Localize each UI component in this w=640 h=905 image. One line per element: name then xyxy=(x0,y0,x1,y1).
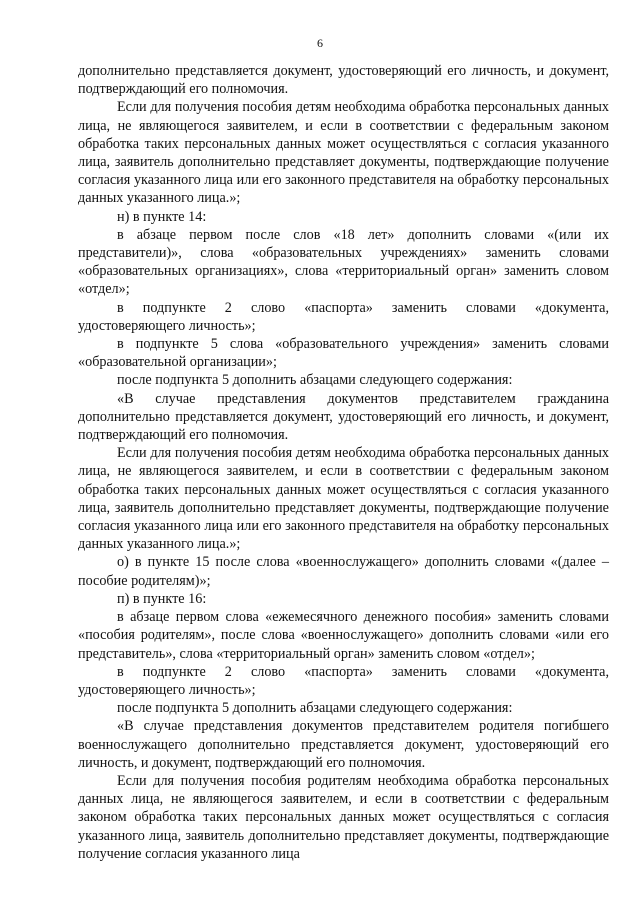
paragraph: в подпункте 2 слово «паспорта» заменить словами «документа, удостоверяющего личность»; xyxy=(78,663,609,698)
paragraph: Если для получения пособия детям необходима обработка персональных данных лица, не являющегося заявителем, и если в соответствии с федеральным законом обработка таких персональных данных может осуществляться с согласия указанного лица, заявитель дополнительно представляет документы, подтверждающие получение согласия указанного лица или его законного представителя на обработку персональных данных указанного лица.»; xyxy=(78,445,609,553)
paragraph: в подпункте 5 слова «образовательного учреждения» заменить словами «образовательной организации»; xyxy=(78,336,609,371)
document-body xyxy=(78,62,609,863)
page-number: 6 xyxy=(317,36,323,50)
paragraph: п) в пункте 16: xyxy=(117,590,207,607)
paragraph: Если для получения пособия детям необходима обработка персональных данных лица, не являющегося заявителем, и если в соответствии с федеральным законом обработка таких персональных данных может осуществляться с согласия указанного лица, заявитель дополнительно представляет документы, подтверждающие получение согласия указанного лица или его законного представителя на обработку персональных данных указанного лица.»; xyxy=(78,99,609,207)
paragraph: после подпункта 5 дополнить абзацами следующего содержания: xyxy=(117,372,513,389)
paragraph: Если для получения пособия родителям необходима обработка персональных данных лица, не являющегося заявителем, и если в соответствии с федеральным законом обработка таких персональных данных может осуществляться с согласия указанного лица, заявитель дополнительно представляет документы, подтверждающие получение согласия указанного лица xyxy=(78,772,609,862)
paragraph: н) в пункте 14: xyxy=(117,208,207,225)
paragraph: после подпункта 5 дополнить абзацами следующего содержания: xyxy=(117,700,513,717)
paragraph: «В случае представления документов представителем родителя погибшего военнослужащего дополнительно представляется документ, удостоверяющий его личность, и документ, подтверждающий его полномочия. xyxy=(78,718,609,771)
paragraph: «В случае представления документов представителем гражданина дополнительно представляется документ, удостоверяющий его личность, и документ, подтверждающий его полномочия. xyxy=(78,390,609,444)
paragraph: о) в пункте 15 после слова «военнослужащего» дополнить словами «(далее – пособие родителям)»; xyxy=(78,554,609,589)
paragraph: в абзаце первом после слов «18 лет» дополнить словами «(или их представители)», слова «образовательных учреждениях» заменить словами «образовательных организациях», слова «территориальный орган» заменить словом «отдел»; xyxy=(78,226,609,298)
paragraph: в подпункте 2 слово «паспорта» заменить словами «документа, удостоверяющего личность»; xyxy=(78,299,609,334)
paragraph: в абзаце первом слова «ежемесячного денежного пособия» заменить словами «пособия родителям», после слова «военнослужащего» дополнить словами «или его представитель», слова «территориальный орган» заменить словом «отдел»; xyxy=(78,609,609,662)
paragraph: дополнительно представляется документ, удостоверяющий его личность, и документ, подтверждающий его полномочия. xyxy=(78,63,609,98)
